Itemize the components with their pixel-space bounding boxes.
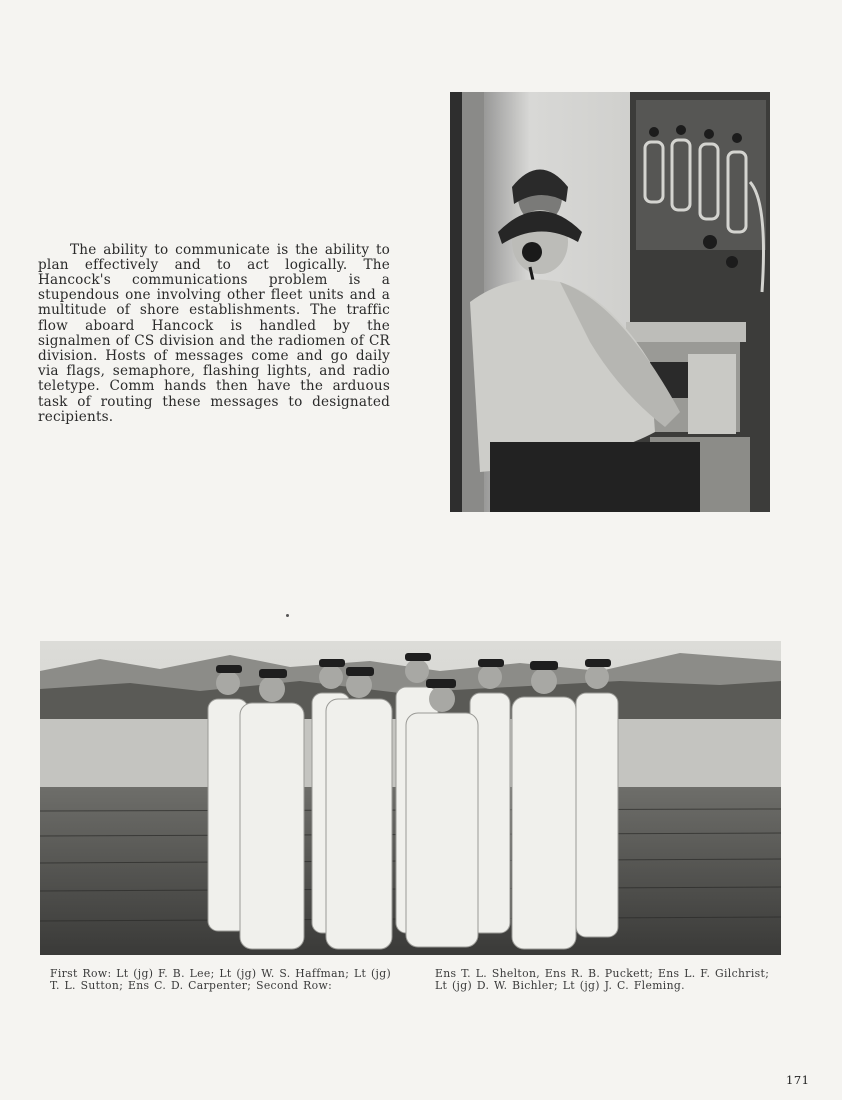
intro-paragraph: The ability to communicate is the ability to plan effectively and to act logically. The Hancock's communications problem is a stupendous one involving other fleet units and a multitude of shore establishments. The traffic flow aboard Hancock is handled by the signalmen of CS division and the radiomen of CR division. Hosts of messages come and go daily via flags, semaphore, flashing lights, and radio teletype. Comm hands then have the arduous task of routing these messages to designated recipients. [38,241,390,425]
radio-room-photo [450,92,770,512]
photo-caption-left: First Row: Lt (jg) F. B. Lee; Lt (jg) W. S. Haffman; Lt (jg) T. L. Sutton; Ens C. D. Carpenter; Second Row: [50,967,392,992]
print-speck [286,614,289,617]
page-number: 171 [786,1073,810,1087]
photo-caption-right: Ens T. L. Shelton, Ens R. B. Puckett; Ens L. F. Gilchrist; Lt (jg) D. W. Bichler; Lt (jg) J. C. Fleming. [435,967,770,992]
officer-group-photo [40,641,781,955]
